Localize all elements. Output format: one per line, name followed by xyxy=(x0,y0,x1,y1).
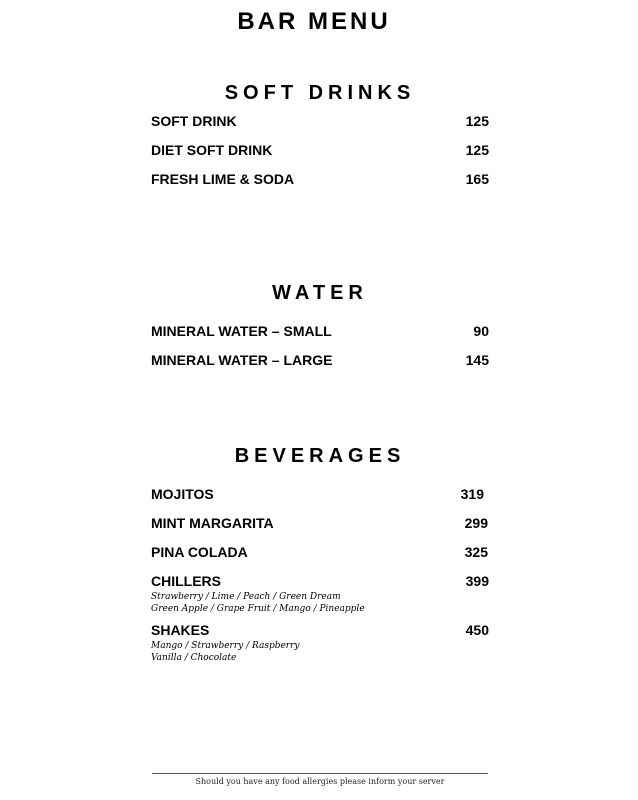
item-name: SOFT DRINK xyxy=(151,113,237,129)
menu-item xyxy=(151,113,489,129)
menu-item xyxy=(151,171,489,187)
item-name: MINERAL WATER – SMALL xyxy=(151,323,332,339)
item-price: 145 xyxy=(465,352,489,368)
menu-item xyxy=(151,352,489,368)
item-price: 165 xyxy=(465,171,489,187)
item-name: MINT MARGARITA xyxy=(151,515,274,531)
item-description xyxy=(151,591,489,615)
item-description xyxy=(151,640,489,664)
menu-item xyxy=(151,486,489,502)
item-name: MINERAL WATER – LARGE xyxy=(151,352,333,368)
item-description-line: Vanilla / Chocolate xyxy=(151,653,237,663)
item-price: 450 xyxy=(465,622,489,638)
item-name: DIET SOFT DRINK xyxy=(151,142,273,158)
item-name: CHILLERS xyxy=(151,573,221,589)
item-price: 125 xyxy=(465,113,489,129)
item-name: MOJITOS xyxy=(151,486,214,502)
menu-item xyxy=(151,323,489,339)
menu-item xyxy=(151,515,489,531)
item-price: 325 xyxy=(464,544,488,560)
footer-allergy-note: Should you have any food allergies please inform your server xyxy=(195,777,445,786)
item-price: 319 xyxy=(460,486,484,502)
item-price: 399 xyxy=(465,573,489,589)
page-title: BAR MENU xyxy=(237,8,391,35)
footer-divider xyxy=(152,773,488,774)
item-name: SHAKES xyxy=(151,622,210,638)
section-title-water: WATER xyxy=(272,282,368,304)
item-description-line: Strawberry / Lime / Peach / Green Dream xyxy=(151,592,341,602)
item-description-line: Green Apple / Grape Fruit / Mango / Pineapple xyxy=(151,604,365,614)
menu-item xyxy=(151,544,489,560)
item-name: PINA COLADA xyxy=(151,544,248,560)
menu-item xyxy=(151,142,489,158)
section-title-soft-drinks: SOFT DRINKS xyxy=(224,82,416,104)
item-price: 299 xyxy=(464,515,488,531)
item-name: FRESH LIME & SODA xyxy=(151,171,295,187)
item-price: 125 xyxy=(465,142,489,158)
menu-item xyxy=(151,573,489,615)
item-price: 90 xyxy=(473,323,489,339)
menu-item xyxy=(151,622,489,664)
section-title-beverages: BEVERAGES xyxy=(234,445,406,467)
item-description-line: Mango / Strawberry / Raspberry xyxy=(151,641,300,651)
